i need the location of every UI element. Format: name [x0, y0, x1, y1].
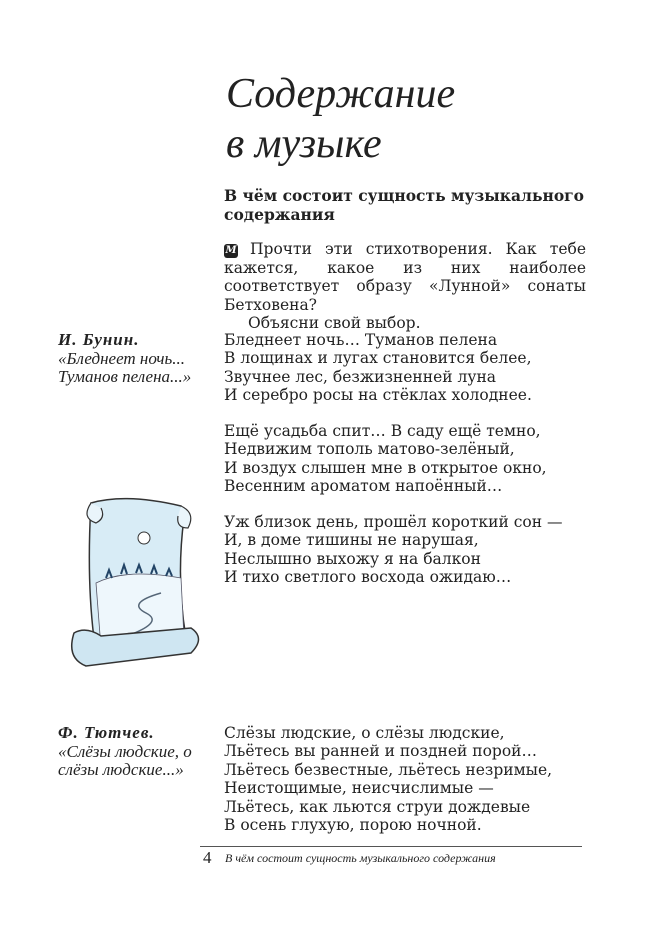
poem-line: И серебро росы на стёклах холоднее. [224, 386, 532, 405]
task-block [224, 240, 586, 333]
author-name: И. Бунин. [58, 330, 140, 349]
music-task-icon: М [225, 245, 237, 256]
poem-line: Ещё усадьба спит… В саду ещё темно, [224, 422, 541, 440]
author-bunin [58, 331, 218, 387]
section-heading: В чём состоит сущность музыкального содержания [224, 186, 585, 224]
poem-line: Недвижим тополь матово-зелёный, [224, 440, 515, 459]
poem-line: И тихо светлого восхода ожидаю… [224, 568, 512, 587]
poem-title: «Слёзы людские, о слёзы людские...» [58, 741, 192, 779]
footer-divider [200, 846, 582, 847]
page-title-line2: в музыке [226, 121, 382, 167]
page-title-line1: Содержание [226, 71, 456, 117]
poem-line: Уж близок день, прошёл короткий сон — [224, 513, 563, 531]
stanza [224, 422, 547, 496]
poem-line: Весенним ароматом напоённый… [224, 477, 503, 496]
poem-line: В осень глухую, порою ночной. [224, 815, 482, 834]
poem-line: Слёзы людские, о слёзы людские, [224, 724, 505, 742]
poem-line: Льётесь, как льются струи дождевые [224, 797, 531, 816]
author-tyutchev [58, 724, 218, 780]
poem-line: Звучнее лес, безжизненней луна [224, 367, 497, 386]
poem-line: Неслышно выхожу я на балкон [224, 549, 481, 568]
page-number: 4 [203, 848, 212, 867]
stanza [224, 513, 562, 587]
poem-line: Неистощимые, неисчислимые — [224, 779, 494, 798]
stanza [224, 331, 532, 405]
author-name: Ф. Тютчев. [58, 723, 155, 742]
poem-line: Льётесь вы ранней и поздней порой… [224, 742, 538, 761]
stanza [224, 724, 552, 834]
running-title: В чём состоит сущность музыкального содержания [225, 851, 496, 865]
poem-line: И воздух слышен мне в открытое окно, [224, 458, 547, 477]
poem-line: Бледнеет ночь… Туманов пелена [224, 331, 498, 349]
poem-line: Льётесь безвестные, льётесь незримые, [224, 760, 553, 779]
poem-title: «Бледнеет ночь... Туманов пелена...» [58, 348, 192, 386]
task-text-2: Объясни свой выбор. [248, 314, 421, 332]
poem-line: И, в доме тишины не нарушая, [224, 531, 479, 550]
task-text: Прочти эти стихотворения. Как тебе кажется, какое из них наиболее соответствует образу «Лунной» сонаты Бетховена? [224, 240, 586, 314]
poem-line: В лощинах и лугах становится белее, [224, 349, 532, 368]
scroll-landscape-illustration [66, 488, 206, 668]
